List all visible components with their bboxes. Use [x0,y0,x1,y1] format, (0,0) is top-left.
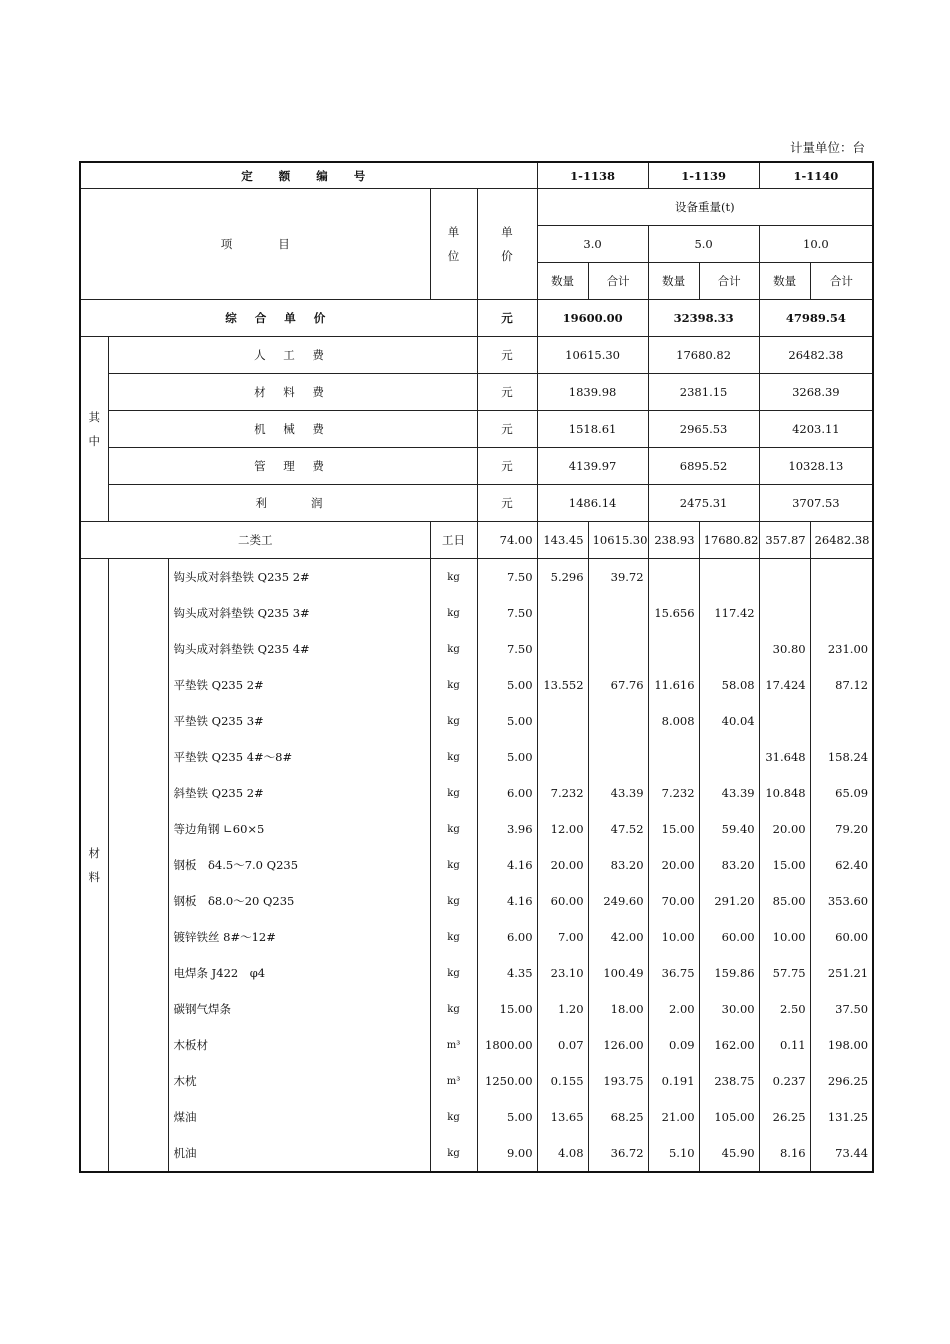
material-name: 煤油 [168,1099,430,1135]
cost-breakdown-row [80,374,873,411]
labor-cell: 357.87 [759,522,810,559]
of-which-label: 其 中 [80,337,108,522]
material-unit: kg [430,775,477,811]
quota-label: 定 额 编 号 [80,162,537,189]
cost-value: 10615.30 [537,337,648,374]
material-qty: 7.00 [537,919,588,955]
material-price: 3.96 [477,811,537,847]
material-qty [648,559,699,596]
material-sum: 159.86 [699,955,759,991]
summary-label: 综 合 单 价 [80,300,477,337]
material-name: 电焊条 J422 φ4 [168,955,430,991]
material-unit: kg [430,847,477,883]
material-price: 5.00 [477,703,537,739]
material-sum [699,631,759,667]
qty-header: 数量 [759,263,810,300]
material-qty: 7.232 [537,775,588,811]
material-sum: 18.00 [588,991,648,1027]
material-sum: 68.25 [588,1099,648,1135]
material-sum: 67.76 [588,667,648,703]
material-sum: 353.60 [810,883,873,919]
material-price: 1250.00 [477,1063,537,1099]
material-unit: kg [430,667,477,703]
material-name: 平垫铁 Q235 3# [168,703,430,739]
materials-blank-column [108,559,168,1173]
material-qty: 26.25 [759,1099,810,1135]
material-sum: 83.20 [699,847,759,883]
material-name: 机油 [168,1135,430,1172]
header-row [80,189,873,226]
material-sum: 42.00 [588,919,648,955]
material-qty: 15.656 [648,595,699,631]
material-sum: 58.08 [699,667,759,703]
cost-value: 10328.13 [759,448,873,485]
material-qty: 0.07 [537,1027,588,1063]
labor-cell: 10615.30 [588,522,648,559]
labor-price: 74.00 [477,522,537,559]
weight-value: 3.0 [537,226,648,263]
material-unit: kg [430,703,477,739]
material-row [80,1099,873,1135]
material-sum: 198.00 [810,1027,873,1063]
material-qty: 0.191 [648,1063,699,1099]
weight-group-header: 设备重量(t) [537,189,873,226]
material-name: 钢板 δ4.5～7.0 Q235 [168,847,430,883]
material-unit: kg [430,1099,477,1135]
material-qty [648,631,699,667]
material-sum [588,739,648,775]
material-row [80,739,873,775]
cost-breakdown-row [80,337,873,374]
cost-value: 3268.39 [759,374,873,411]
labor-cell: 238.93 [648,522,699,559]
material-sum: 47.52 [588,811,648,847]
material-qty: 8.008 [648,703,699,739]
material-row [80,667,873,703]
material-sum [810,559,873,596]
material-qty: 8.16 [759,1135,810,1172]
sum-header: 合计 [699,263,759,300]
material-qty: 20.00 [537,847,588,883]
material-row [80,595,873,631]
material-qty: 17.424 [759,667,810,703]
cost-unit: 元 [477,448,537,485]
cost-value: 1839.98 [537,374,648,411]
material-row [80,1063,873,1099]
material-row [80,847,873,883]
material-sum: 83.20 [588,847,648,883]
material-qty: 31.648 [759,739,810,775]
qty-header: 数量 [537,263,588,300]
material-price: 4.16 [477,847,537,883]
weight-value: 10.0 [759,226,873,263]
material-qty [759,559,810,596]
material-qty: 20.00 [648,847,699,883]
labor-unit: 工日 [430,522,477,559]
material-name: 斜垫铁 Q235 2# [168,775,430,811]
material-qty: 0.11 [759,1027,810,1063]
material-sum: 251.21 [810,955,873,991]
cost-value: 1486.14 [537,485,648,522]
quota-code: 1-1140 [759,162,873,189]
materials-label: 材 料 [80,559,108,1173]
material-name: 平垫铁 Q235 4#～8# [168,739,430,775]
material-sum: 158.24 [810,739,873,775]
material-price: 6.00 [477,775,537,811]
material-qty: 20.00 [759,811,810,847]
material-row [80,631,873,667]
cost-value: 17680.82 [648,337,759,374]
material-qty: 4.08 [537,1135,588,1172]
material-name: 木板材 [168,1027,430,1063]
material-sum: 105.00 [699,1099,759,1135]
quota-code: 1-1138 [537,162,648,189]
material-qty: 0.237 [759,1063,810,1099]
material-qty: 60.00 [537,883,588,919]
material-qty: 1.20 [537,991,588,1027]
material-sum: 30.00 [699,991,759,1027]
material-qty: 12.00 [537,811,588,847]
material-price: 5.00 [477,667,537,703]
summary-value: 19600.00 [537,300,648,337]
material-row [80,775,873,811]
cost-unit: 元 [477,485,537,522]
material-sum: 59.40 [699,811,759,847]
material-sum: 296.25 [810,1063,873,1099]
labor-cell: 143.45 [537,522,588,559]
material-unit: kg [430,811,477,847]
material-qty [759,703,810,739]
material-qty: 21.00 [648,1099,699,1135]
material-qty [537,703,588,739]
sum-header: 合计 [588,263,648,300]
material-qty: 13.65 [537,1099,588,1135]
quota-table [79,161,874,1173]
material-price: 5.00 [477,1099,537,1135]
materials-section [80,559,873,1173]
material-qty: 36.75 [648,955,699,991]
material-sum: 117.42 [699,595,759,631]
material-sum [699,739,759,775]
material-qty: 2.50 [759,991,810,1027]
material-sum [588,595,648,631]
material-sum: 60.00 [699,919,759,955]
material-name: 镀锌铁丝 8#～12# [168,919,430,955]
cost-breakdown-row [80,448,873,485]
material-qty: 57.75 [759,955,810,991]
labor-name: 二类工 [80,522,430,559]
material-row [80,559,873,596]
material-row [80,1027,873,1063]
material-qty: 13.552 [537,667,588,703]
material-name: 钩头成对斜垫铁 Q235 3# [168,595,430,631]
material-unit: kg [430,919,477,955]
material-row [80,1135,873,1172]
cost-value: 1518.61 [537,411,648,448]
material-qty: 5.10 [648,1135,699,1172]
material-qty [759,595,810,631]
material-qty: 70.00 [648,883,699,919]
material-qty: 5.296 [537,559,588,596]
material-qty: 15.00 [759,847,810,883]
summary-value: 32398.33 [648,300,759,337]
material-sum: 40.04 [699,703,759,739]
cost-value: 6895.52 [648,448,759,485]
material-price: 7.50 [477,595,537,631]
material-sum: 36.72 [588,1135,648,1172]
price-header: 单 价 [477,189,537,300]
material-unit: kg [430,991,477,1027]
cost-value: 2965.53 [648,411,759,448]
weight-value: 5.0 [648,226,759,263]
qty-header: 数量 [648,263,699,300]
material-qty: 10.00 [648,919,699,955]
material-price: 5.00 [477,739,537,775]
material-qty: 0.09 [648,1027,699,1063]
material-qty: 30.80 [759,631,810,667]
cost-value: 2381.15 [648,374,759,411]
cost-name: 机 械 费 [108,411,477,448]
material-sum: 79.20 [810,811,873,847]
cost-name: 人 工 费 [108,337,477,374]
cost-breakdown-row [80,485,873,522]
cost-value: 2475.31 [648,485,759,522]
material-unit: kg [430,595,477,631]
cost-breakdown-row [80,411,873,448]
material-unit: m³ [430,1027,477,1063]
material-sum: 193.75 [588,1063,648,1099]
material-sum: 62.40 [810,847,873,883]
cost-name: 管 理 费 [108,448,477,485]
material-price: 7.50 [477,631,537,667]
material-sum [588,631,648,667]
material-sum: 126.00 [588,1027,648,1063]
material-sum [810,595,873,631]
material-name: 碳钢气焊条 [168,991,430,1027]
material-row [80,883,873,919]
material-sum: 249.60 [588,883,648,919]
material-qty: 10.848 [759,775,810,811]
material-sum [810,703,873,739]
material-unit: kg [430,559,477,596]
material-unit: kg [430,631,477,667]
unit-note: 计量单位：台 [790,140,866,155]
cost-value: 3707.53 [759,485,873,522]
labor-cell: 26482.38 [810,522,873,559]
material-price: 7.50 [477,559,537,596]
cost-name: 材 料 费 [108,374,477,411]
material-sum: 87.12 [810,667,873,703]
cost-unit: 元 [477,337,537,374]
labor-row [80,522,873,559]
material-qty: 23.10 [537,955,588,991]
material-row [80,991,873,1027]
material-sum: 291.20 [699,883,759,919]
material-price: 9.00 [477,1135,537,1172]
material-unit: kg [430,739,477,775]
material-name: 等边角钢 ∟60×5 [168,811,430,847]
material-sum: 37.50 [810,991,873,1027]
material-sum: 60.00 [810,919,873,955]
cost-value: 4139.97 [537,448,648,485]
material-price: 15.00 [477,991,537,1027]
material-sum: 131.25 [810,1099,873,1135]
material-row [80,811,873,847]
material-sum: 39.72 [588,559,648,596]
material-sum [699,559,759,596]
of-which-section [80,337,873,522]
material-row [80,919,873,955]
material-qty: 2.00 [648,991,699,1027]
cost-value: 4203.11 [759,411,873,448]
summary-row [80,300,873,337]
cost-unit: 元 [477,374,537,411]
material-unit: kg [430,883,477,919]
material-price: 1800.00 [477,1027,537,1063]
material-row [80,703,873,739]
summary-unit: 元 [477,300,537,337]
material-qty [537,739,588,775]
material-qty: 11.616 [648,667,699,703]
material-sum: 45.90 [699,1135,759,1172]
cost-name: 利 润 [108,485,477,522]
material-sum: 43.39 [588,775,648,811]
cost-value: 26482.38 [759,337,873,374]
quota-code-row [80,162,873,189]
material-sum [588,703,648,739]
material-unit: kg [430,955,477,991]
material-price: 4.16 [477,883,537,919]
material-name: 钢板 δ8.0～20 Q235 [168,883,430,919]
material-qty [537,631,588,667]
material-unit: m³ [430,1063,477,1099]
item-header: 项 目 [80,189,430,300]
unit-header: 单 位 [430,189,477,300]
material-qty: 0.155 [537,1063,588,1099]
material-qty: 85.00 [759,883,810,919]
material-sum: 162.00 [699,1027,759,1063]
material-qty: 7.232 [648,775,699,811]
material-row [80,955,873,991]
material-unit: kg [430,1135,477,1172]
material-price: 4.35 [477,955,537,991]
material-qty [648,739,699,775]
material-sum: 231.00 [810,631,873,667]
material-qty [537,595,588,631]
summary-value: 47989.54 [759,300,873,337]
material-sum: 43.39 [699,775,759,811]
sum-header: 合计 [810,263,873,300]
material-sum: 65.09 [810,775,873,811]
material-qty: 10.00 [759,919,810,955]
material-sum: 238.75 [699,1063,759,1099]
labor-cell: 17680.82 [699,522,759,559]
material-qty: 15.00 [648,811,699,847]
material-name: 钩头成对斜垫铁 Q235 2# [168,559,430,596]
material-name: 钩头成对斜垫铁 Q235 4# [168,631,430,667]
material-sum: 100.49 [588,955,648,991]
material-price: 6.00 [477,919,537,955]
material-name: 木枕 [168,1063,430,1099]
material-sum: 73.44 [810,1135,873,1172]
quota-code: 1-1139 [648,162,759,189]
material-name: 平垫铁 Q235 2# [168,667,430,703]
cost-unit: 元 [477,411,537,448]
